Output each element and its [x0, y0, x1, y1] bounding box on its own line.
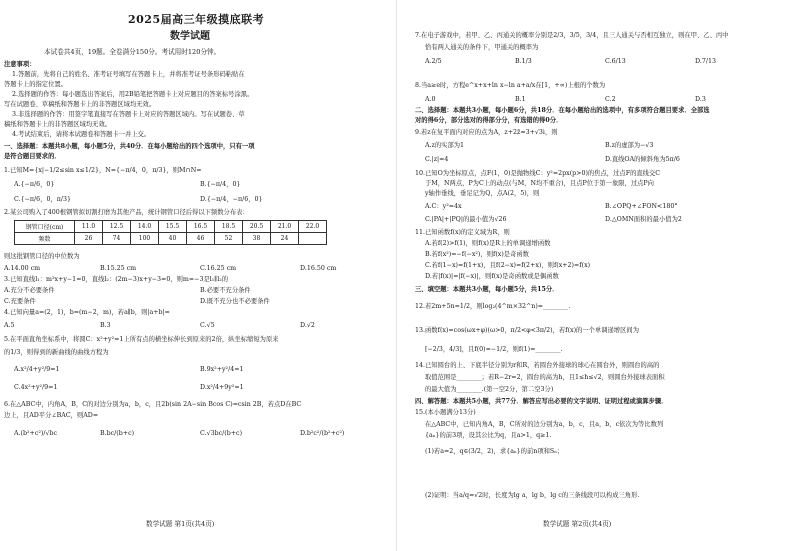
option-c: C.2	[605, 96, 616, 103]
option-d: D.若|f(x)|=|f(−x)|，则f(x)是奇函数或是偶函数	[425, 273, 559, 280]
section-heading-cont: 对的得6分，部分选对的得部分分，有选错的得0分．	[415, 117, 563, 124]
option-d: D.3	[695, 96, 706, 103]
option-a: A.(b²+c²)/√bc	[14, 430, 58, 437]
option-d: D.16.50 cm	[300, 265, 337, 272]
option-a: A.5	[4, 322, 15, 329]
question-5-cont: 的1/3，则得到的新曲线的曲线方程为	[4, 349, 109, 356]
notice-line: 3.非选择题的作答：用签字笔直接写在答题卡上对应的答题区域内。写在试题卷、草	[12, 111, 245, 118]
option-c: C.充要条件	[4, 298, 36, 305]
option-b: B.9x²+y²/4=1	[200, 366, 244, 373]
notice-line: 1.答题前，先将自己的姓名、准考证号填写在答题卡上，并将准考证号条形码粘贴在	[12, 71, 245, 78]
exam-title: 2025届高三年级摸底联考	[128, 13, 265, 26]
table-cell: 14.0	[131, 221, 159, 233]
option-a: A.x²/4+y²/9=1	[14, 366, 60, 373]
option-d: D.{−π/4，−π/6，0}	[200, 196, 263, 203]
section-heading-cont: 是符合题目要求的．	[4, 153, 61, 160]
option-a: A.充分不必要条件	[4, 287, 55, 294]
table-cell: 52	[215, 233, 243, 245]
option-c: C.|PA|+|PQ|的最小值为√26	[425, 216, 507, 223]
option-d: D.7/13	[695, 58, 716, 65]
option-d: D.b²c²/(b²+c²)	[300, 430, 345, 437]
section-heading: 一、选择题：本题共8小题，每小题5分，共40分．在每小题给出的四个选项中，只有一项	[4, 143, 255, 150]
question-15-body: 在△ABC中，已知内角A，B，C所对的边分别为a，b，c，且a，b，c依次为等比数列	[425, 421, 664, 428]
question-5: 5.在平面直角坐标系中，将圆C：x²+y²=1上所有点的横坐标伸长到原来的2倍，纵坐标缩短为原来	[4, 336, 279, 343]
question-14-cont: 取值范围是________；若R−2r=2，圆台的高为h，且1≤h≤√2，则圆台外接球表面积	[425, 374, 665, 381]
option-b: B.{−π/4，0}	[200, 181, 241, 188]
table-cell: 18.5	[215, 221, 243, 233]
table-header-count: 频数	[15, 233, 75, 245]
table-header-size: 钢管口径(cm)	[15, 221, 75, 233]
option-b: B.1/3	[515, 58, 532, 65]
option-c: C.16.25 cm	[200, 265, 237, 272]
section-heading: 三、填空题：本题共3小题，每小题5分，共15分．	[415, 286, 559, 293]
question-7-cont: 恰有两人通关的条件下，甲通关的概率为	[425, 44, 539, 51]
question-8: 8.当a≥e时，方程e^x+x+ln x−ln a+a/x在[1，+∞)上根的个数为	[415, 82, 606, 89]
option-a: A.14.00 cm	[4, 265, 41, 272]
notice-line: 2.选择题的作答：每小题选出答案后，用2B铅笔把答题卡上对应题目的答案标号涂黑。	[12, 91, 254, 98]
table-cell: 16.5	[187, 221, 215, 233]
question-15-body: {aₙ}的前3项，设其公比为q，且a>1，q≥1.	[425, 432, 552, 439]
option-c: C.若f(1−x)=f(1+x)，且f(2−x)=f(2+x)，则f(x+2)=f(x)	[425, 262, 591, 269]
question-11: 11.已知函数f(x)的定义域为R，则	[415, 229, 510, 236]
exam-info: 本试卷共4页，19题。全卷满分150分。考试用时120分钟。	[44, 48, 221, 56]
option-b: B.1	[515, 96, 526, 103]
question-15-part-1: (1)若a=2，q∈(3/2，2)，求{aₙ}的前n项和Sₙ；	[425, 448, 564, 455]
table-cell: 26	[75, 233, 103, 245]
notice-line: 4.考试结束后，请将本试题卷和答题卡一并上交。	[12, 131, 151, 138]
option-b: B.∠OPQ+∠FON<180°	[605, 203, 678, 210]
question-2-prompt: 则这批钢管口径的中位数为	[4, 253, 80, 260]
question-1: 1.已知M={x|−1/2≤sin x≤1/2}，N={−π/4，0，π/3}，则M∩N=	[4, 167, 202, 174]
question-4: 4.已知向量a=(2，1)，b=(m−2，m)，若a∥b，则|a+b|=	[4, 309, 170, 316]
table-cell: 40	[159, 233, 187, 245]
option-b: B.必要不充分条件	[200, 287, 251, 294]
question-12: 12.若2m+5n=1/2，则log₂(4^m×32^n)=________.	[415, 303, 571, 310]
option-d: D.直线OA的倾斜角为5π/6	[605, 156, 680, 163]
question-6: 6.在△ABC中，内角A，B，C的对边分别为a，b，c，且2b(sin 2A−sin Bcos C)=csin 2B，若点D在BC	[4, 401, 302, 408]
table-cell: 21.0	[271, 221, 299, 233]
table-cell: 24	[271, 233, 299, 245]
notice-line: 稿纸和答题卡上的非答题区域均无效。	[4, 121, 112, 128]
option-a: A.若f(2)>f(1)，则f(x)是R上的单调递增函数	[425, 240, 551, 247]
page-footer: 数学试题 第1页(共4页)	[146, 520, 215, 528]
question-13: 13.函数f(x)=cos(ωx+φ)(ω>0，π/2<φ<3π/2)，若f(x)的一个单调递增区间为	[415, 327, 639, 334]
option-d: D.x²/4+9y²=1	[200, 384, 244, 391]
notice-line: 写在试题卷、草稿纸和答题卡上的非答题区域均无效。	[4, 101, 156, 108]
table-cell: 15.5	[159, 221, 187, 233]
question-10: 10.已知O为坐标原点，点F(1，0)是抛物线C：y²=2px(p>0)的焦点，过点F的直线交C	[415, 170, 661, 177]
option-c: C.6/13	[605, 58, 626, 65]
option-c: C.√5	[200, 322, 215, 329]
question-3: 3.已知直线l₁：m²x+y−1=0，直线l₂：(2m−3)x+y−3=0，则m=−3是l₁∥l₂的	[4, 276, 229, 283]
table-cell: 100	[131, 233, 159, 245]
question-7: 7.在电子游戏中，若甲、乙、丙通关的概率分别是2/3，3/5，3/4，且三人通关与否相互独立，则在甲、乙、丙中	[415, 32, 729, 39]
option-a: A.2/5	[425, 58, 442, 65]
exam-subtitle: 数学试题	[170, 31, 210, 42]
table-cell: 22.0	[299, 221, 327, 233]
table-cell: 12.5	[103, 221, 131, 233]
option-a: A.C：y²=4x	[425, 203, 462, 210]
option-a: A.z的实部为1	[425, 142, 465, 149]
question-14: 14.已知圆台的上、下底半径分别为r和R，若圆台外接球的球心在圆台外，则圆台的高的	[415, 362, 660, 369]
option-b: B.15.25 cm	[100, 265, 137, 272]
option-d: D.△OMN面积的最小值为2	[605, 216, 682, 223]
question-10-cont: y轴作垂线，垂足记为Q，点A(2，5)，则	[425, 190, 540, 197]
table-cell: 46	[187, 233, 215, 245]
question-2: 2.某公司购入了400根钢管拟切割打磨为其他产品，统计钢管口径后得以下频数分布表：	[4, 209, 249, 216]
option-b: B.若f(x²)=−f(−x²)，则f(x)是奇函数	[425, 251, 529, 258]
question-14-cont: 的最大值为________.(第一空2分，第二空3分)	[425, 386, 554, 393]
section-heading: 二、选择题：本题共3小题，每小题6分，共18分．在每小题给出的选项中，有多项符合题目要求．全部选	[415, 107, 710, 114]
table-cell: 11.0	[75, 221, 103, 233]
section-heading: 四、解答题：本题共5小题，共77分．解答应写出必要的文字说明、证明过程或演算步骤．	[415, 398, 668, 405]
table-cell	[299, 233, 327, 245]
option-b: B.bc/(b+c)	[100, 430, 135, 437]
option-c: C.√3bc/(b+c)	[200, 430, 243, 437]
notice-line: 答题卡上的指定位置。	[4, 81, 67, 88]
question-13-cont: [−2/3，4/3]，且f(0)=−1/2，则f(1)=________.	[425, 346, 563, 353]
question-15-part-2: (2)证明：当a/q=√2时，长度为lg a，lg b，lg c的三条线段可以构成三角形.	[425, 492, 640, 499]
option-a: A.{−π/6，0}	[14, 181, 55, 188]
option-b: B.z的虚部为−√3	[605, 142, 654, 149]
question-15: 15.(本小题满分13分)	[415, 409, 476, 416]
table-cell: 20.5	[243, 221, 271, 233]
notice-heading: 注意事项：	[4, 61, 36, 68]
option-c: C.|z|=4	[425, 156, 449, 163]
option-c: C.4x²+y²/9=1	[14, 384, 58, 391]
option-b: B.3	[100, 322, 111, 329]
option-d: D.√2	[300, 322, 315, 329]
question-10-cont: 于M，N两点，P为C上的动点(与M，N均不重合)，且点P位于第一象限，过点P向	[425, 180, 654, 187]
page-footer: 数学试题 第2页(共4页)	[543, 520, 612, 528]
question-6-cont: 边上，且AD平分∠BAC，则AD=	[4, 412, 99, 419]
option-c: C.{−π/6，0，π/3}	[14, 196, 72, 203]
option-d: D.既不充分也不必要条件	[200, 298, 270, 305]
frequency-table	[14, 220, 327, 245]
option-a: A.0	[425, 96, 436, 103]
table-cell: 74	[103, 233, 131, 245]
table-cell: 38	[243, 233, 271, 245]
exam-page-2	[397, 0, 794, 551]
question-9: 9.若z在复平面内对应的点为A，z+2z̄=3+√3i，则	[415, 129, 558, 136]
